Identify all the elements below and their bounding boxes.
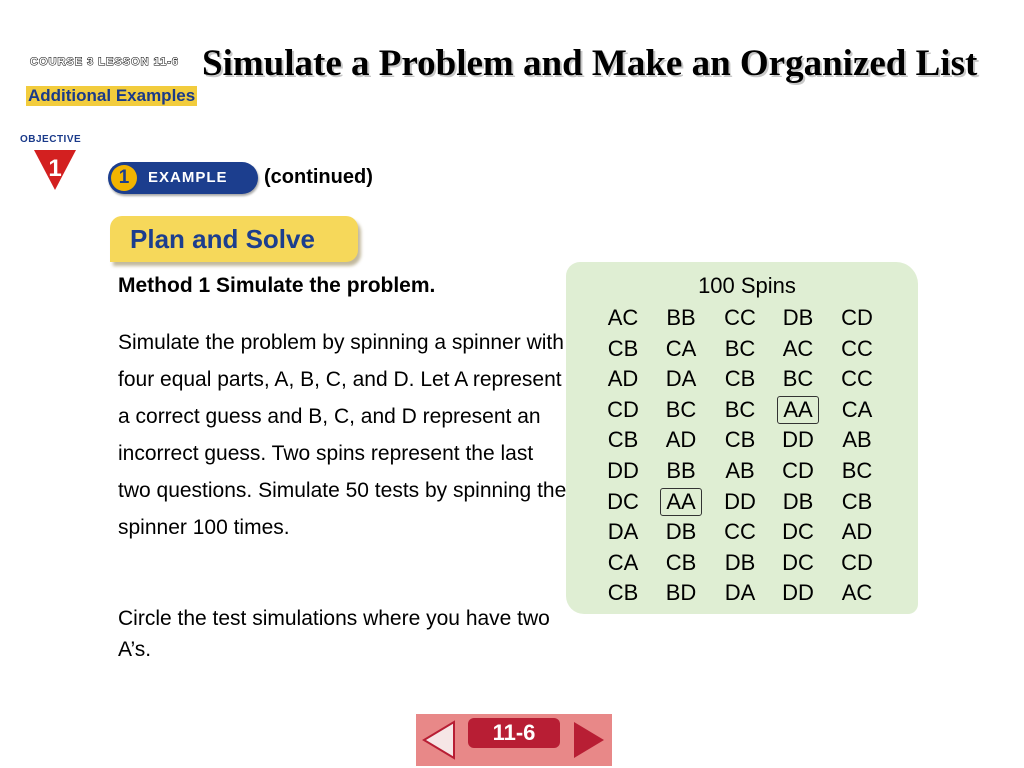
spin-cell: BB: [666, 305, 696, 330]
spin-cell: CB: [724, 427, 756, 453]
spin-cell: AB: [725, 458, 755, 483]
spin-cell: CC: [841, 335, 873, 361]
circle-instruction: Circle the test simulations where you have two A’s.: [118, 607, 550, 661]
spin-cell: CC: [724, 519, 756, 545]
spin-cell: DB: [782, 305, 814, 330]
spins-table: [566, 262, 918, 614]
objective-marker: [20, 134, 92, 182]
example-number: 1: [111, 165, 137, 191]
spin-cell: DC: [607, 488, 639, 514]
method-heading: Method 1 Simulate the problem.: [118, 274, 436, 297]
plan-and-solve-label: Plan and Solve: [130, 224, 315, 254]
circled-spin-cell: AA: [660, 488, 702, 516]
objective-number: 1: [48, 155, 62, 182]
spin-cell: DD: [724, 488, 756, 514]
spin-cell: CB: [607, 580, 639, 606]
next-arrow-icon[interactable]: [568, 714, 612, 766]
slide-navigation: [416, 714, 610, 766]
spin-cell: DB: [782, 488, 814, 514]
spin-cell: CD: [841, 305, 873, 330]
objective-triangle-icon: [32, 148, 78, 192]
plan-and-solve-tab: [110, 216, 358, 262]
spin-cell: CC: [724, 305, 756, 330]
spin-cell: BD: [665, 580, 697, 606]
back-arrow-icon[interactable]: [416, 714, 460, 766]
spin-cell: DB: [724, 549, 756, 575]
example-badge: [108, 162, 258, 194]
spin-cell: DC: [782, 549, 814, 575]
spins-title: 100 Spins: [698, 273, 796, 298]
objective-label: OBJECTIVE: [20, 134, 82, 145]
page-number-label: 11-6: [468, 718, 560, 748]
spin-cell: CD: [782, 458, 814, 483]
course-lesson-label: COURSE 3 LESSON 11-6: [30, 56, 179, 68]
spin-cell: AD: [607, 366, 639, 392]
spin-cell: CA: [607, 549, 639, 575]
spin-cell: AC: [841, 580, 873, 606]
spin-cell: AD: [665, 427, 697, 453]
spin-cell: AC: [782, 335, 814, 361]
spin-cell: CC: [841, 366, 873, 392]
spin-cell: CA: [841, 396, 873, 422]
spin-cell: DA: [607, 519, 639, 545]
additional-examples-banner: Additional Examples: [28, 86, 196, 105]
spin-cell: CB: [665, 549, 697, 575]
spin-cell: CD: [607, 396, 639, 422]
spin-cell: CB: [607, 427, 639, 453]
spin-cell: BC: [782, 366, 814, 392]
spin-cell: BC: [724, 335, 756, 361]
spin-cell: CB: [724, 366, 756, 392]
spin-cell: BC: [724, 396, 756, 422]
page-title: Simulate a Problem and Make an Organized List: [202, 43, 978, 84]
spin-cell: CB: [841, 488, 873, 514]
spin-cell: DC: [782, 519, 814, 545]
spin-cell: CA: [665, 335, 697, 361]
spin-cell: DD: [607, 458, 639, 483]
spin-cell: AD: [841, 519, 873, 545]
example-label: EXAMPLE: [148, 169, 228, 186]
spin-cell: DB: [665, 519, 697, 545]
spin-cell: BB: [666, 458, 696, 483]
instructions-paragraph: Simulate the problem by spinning a spinner with four equal parts, A, B, C, and D. Let A represent a correct guess and B, C, and D represent an incorrect guess. Two spins represent the last two questions. Simulate 50 tests by spinning the spinner 100 times.: [118, 331, 567, 539]
circled-spin-cell: AA: [777, 396, 819, 424]
spin-cell: DA: [724, 580, 756, 606]
continued-label: (continued): [264, 166, 373, 188]
spin-cell: CB: [607, 335, 639, 361]
spin-cell: BC: [841, 458, 873, 483]
spin-cell: BC: [665, 396, 697, 422]
spin-cell: AC: [607, 305, 639, 330]
spin-cell: CD: [841, 549, 873, 575]
spin-cell: DD: [782, 580, 814, 606]
spin-cell: DD: [782, 427, 814, 453]
spin-cell: DA: [665, 366, 697, 392]
spin-cell: AB: [842, 427, 872, 453]
